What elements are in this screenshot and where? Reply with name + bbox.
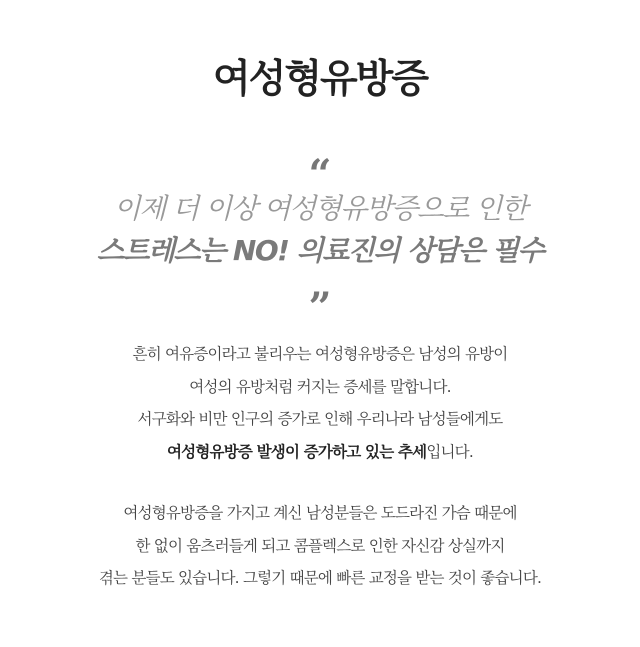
page-title: 여성형유방증 [212, 57, 428, 102]
description-paragraph-2 [0, 497, 640, 595]
paragraph-line: 한 없이 움츠러들게 되고 콤플렉스로 인한 자신감 상실까지 [135, 536, 505, 555]
paragraph-line: 서구화와 비만 인구의 증가로 인해 우리나라 남성들에게도 [137, 410, 503, 428]
description-paragraph-1 [0, 338, 640, 468]
quote-line-2: 스트레스는 NO! 의료진의 상담은 필수 [96, 234, 544, 267]
paragraph-line: 겪는 분들도 있습니다. 그렇기 때문에 빠른 교정을 받는 것이 좋습니다. [98, 569, 542, 587]
paragraph-line: 여성의 유방처럼 커지는 증세를 말합니다. [189, 377, 451, 396]
paragraph-line-end: 입니다. [426, 442, 473, 461]
emphasis-text: 여성형유방증 발생이 증가하고 있는 추세 [167, 442, 427, 461]
paragraph-line [0, 436, 640, 469]
paragraph-line: 흔히 여유증이라고 불리우는 여성형유방증은 남성의 유방이 [132, 345, 508, 363]
close-quote-icon: ” [308, 284, 332, 331]
open-quote-icon: “ [308, 151, 332, 198]
quote-line-1: 이제 더 이상 여성형유방증으로 인한 [113, 192, 527, 225]
paragraph-line: 여성형유방증을 가지고 계신 남성분들은 도드라진 가슴 때문에 [123, 504, 517, 522]
